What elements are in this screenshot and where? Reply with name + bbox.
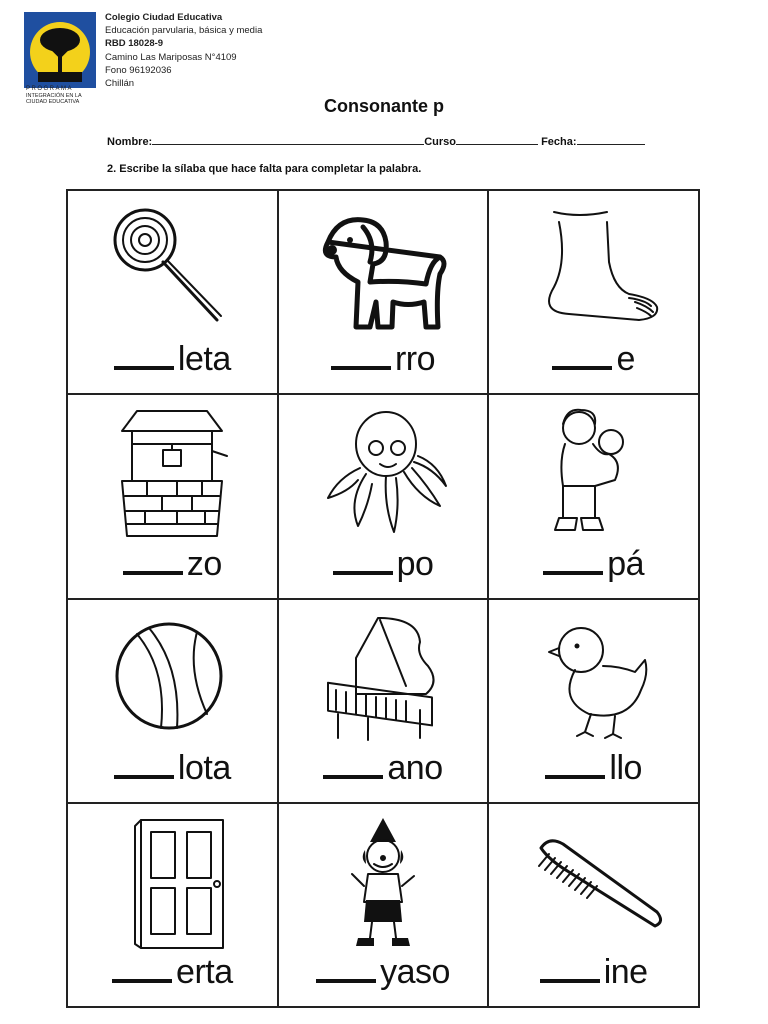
date-label: Fecha: <box>541 136 577 148</box>
answer-blank[interactable] <box>552 340 612 370</box>
card-ball <box>67 599 278 803</box>
lollipop-icon <box>97 202 247 337</box>
school-name: Colegio Ciudad Educativa <box>105 12 223 23</box>
word-line <box>68 749 277 788</box>
course-field[interactable] <box>456 135 538 145</box>
school-address: Camino Las Mariposas N°4109 <box>105 51 237 63</box>
word-suffix: llo <box>609 748 642 787</box>
word-line <box>68 545 277 584</box>
piano-icon <box>308 610 458 745</box>
date-field[interactable] <box>577 135 645 145</box>
school-level: Educación parvularia, básica y media <box>105 25 263 37</box>
word-suffix: leta <box>177 340 231 379</box>
dad-baby-icon <box>519 406 669 541</box>
word-suffix: erta <box>176 953 233 991</box>
answer-blank[interactable] <box>545 749 605 779</box>
answer-blank[interactable] <box>316 953 376 983</box>
card-door <box>67 803 278 1007</box>
ball-icon <box>97 610 247 745</box>
word-suffix: ine <box>603 953 648 991</box>
card-clown <box>278 803 489 1007</box>
comb-icon <box>519 814 669 949</box>
answer-blank[interactable] <box>123 545 183 575</box>
instruction-text: 2. Escribe la sílaba que hace falta para completar la palabra. <box>107 163 422 175</box>
word-suffix: lota <box>177 748 231 787</box>
card-dad-baby <box>488 394 699 598</box>
school-info <box>105 11 262 90</box>
answer-blank[interactable] <box>112 953 172 983</box>
page-title: Consonante p <box>324 96 444 116</box>
answer-blank[interactable] <box>543 545 603 575</box>
tree-logo-icon <box>24 12 96 88</box>
word-line <box>68 340 277 379</box>
logo-subtitle-text: INTEGRACIÓN EN LA CIUDAD EDUCATIVA <box>26 93 82 105</box>
word-suffix: pá <box>607 544 645 583</box>
octopus-icon <box>308 406 458 541</box>
card-comb <box>488 803 699 1007</box>
card-well <box>67 394 278 598</box>
card-foot <box>488 190 699 394</box>
word-line <box>279 953 488 992</box>
chick-icon <box>519 610 669 745</box>
door-icon <box>97 814 247 949</box>
school-phone: Fono 96192036 <box>105 64 172 76</box>
word-line <box>489 340 698 379</box>
card-chick <box>488 599 699 803</box>
answer-blank[interactable] <box>114 340 174 370</box>
student-form <box>107 135 645 148</box>
answer-blank[interactable] <box>323 749 383 779</box>
card-dog <box>278 190 489 394</box>
school-rbd: RBD 18028-9 <box>105 38 164 50</box>
card-lollipop <box>67 190 278 394</box>
name-label: Nombre: <box>107 136 153 148</box>
card-octopus <box>278 394 489 598</box>
logo-program-text: PROGRAMA <box>26 86 74 92</box>
dog-icon <box>308 202 458 337</box>
answer-blank[interactable] <box>114 749 174 779</box>
word-line <box>279 340 488 379</box>
word-suffix: yaso <box>380 953 450 991</box>
well-icon <box>97 406 247 541</box>
word-line <box>68 953 277 992</box>
foot-icon <box>519 202 669 337</box>
word-line <box>489 545 698 584</box>
clown-icon <box>308 814 458 949</box>
word-suffix: zo <box>186 544 222 583</box>
word-suffix: e <box>616 340 635 379</box>
course-label: Curso <box>424 136 457 148</box>
answer-blank[interactable] <box>331 340 391 370</box>
word-line <box>279 749 488 788</box>
name-field[interactable] <box>152 135 424 145</box>
exercise-grid <box>66 189 700 1008</box>
word-line <box>489 749 698 788</box>
card-piano <box>278 599 489 803</box>
word-line <box>489 953 698 992</box>
answer-blank[interactable] <box>540 953 600 983</box>
school-city: Chillán <box>105 78 135 90</box>
answer-blank[interactable] <box>333 545 393 575</box>
word-suffix: rro <box>394 340 436 379</box>
word-line <box>279 545 488 584</box>
word-suffix: po <box>396 544 434 583</box>
word-suffix: ano <box>387 748 443 787</box>
